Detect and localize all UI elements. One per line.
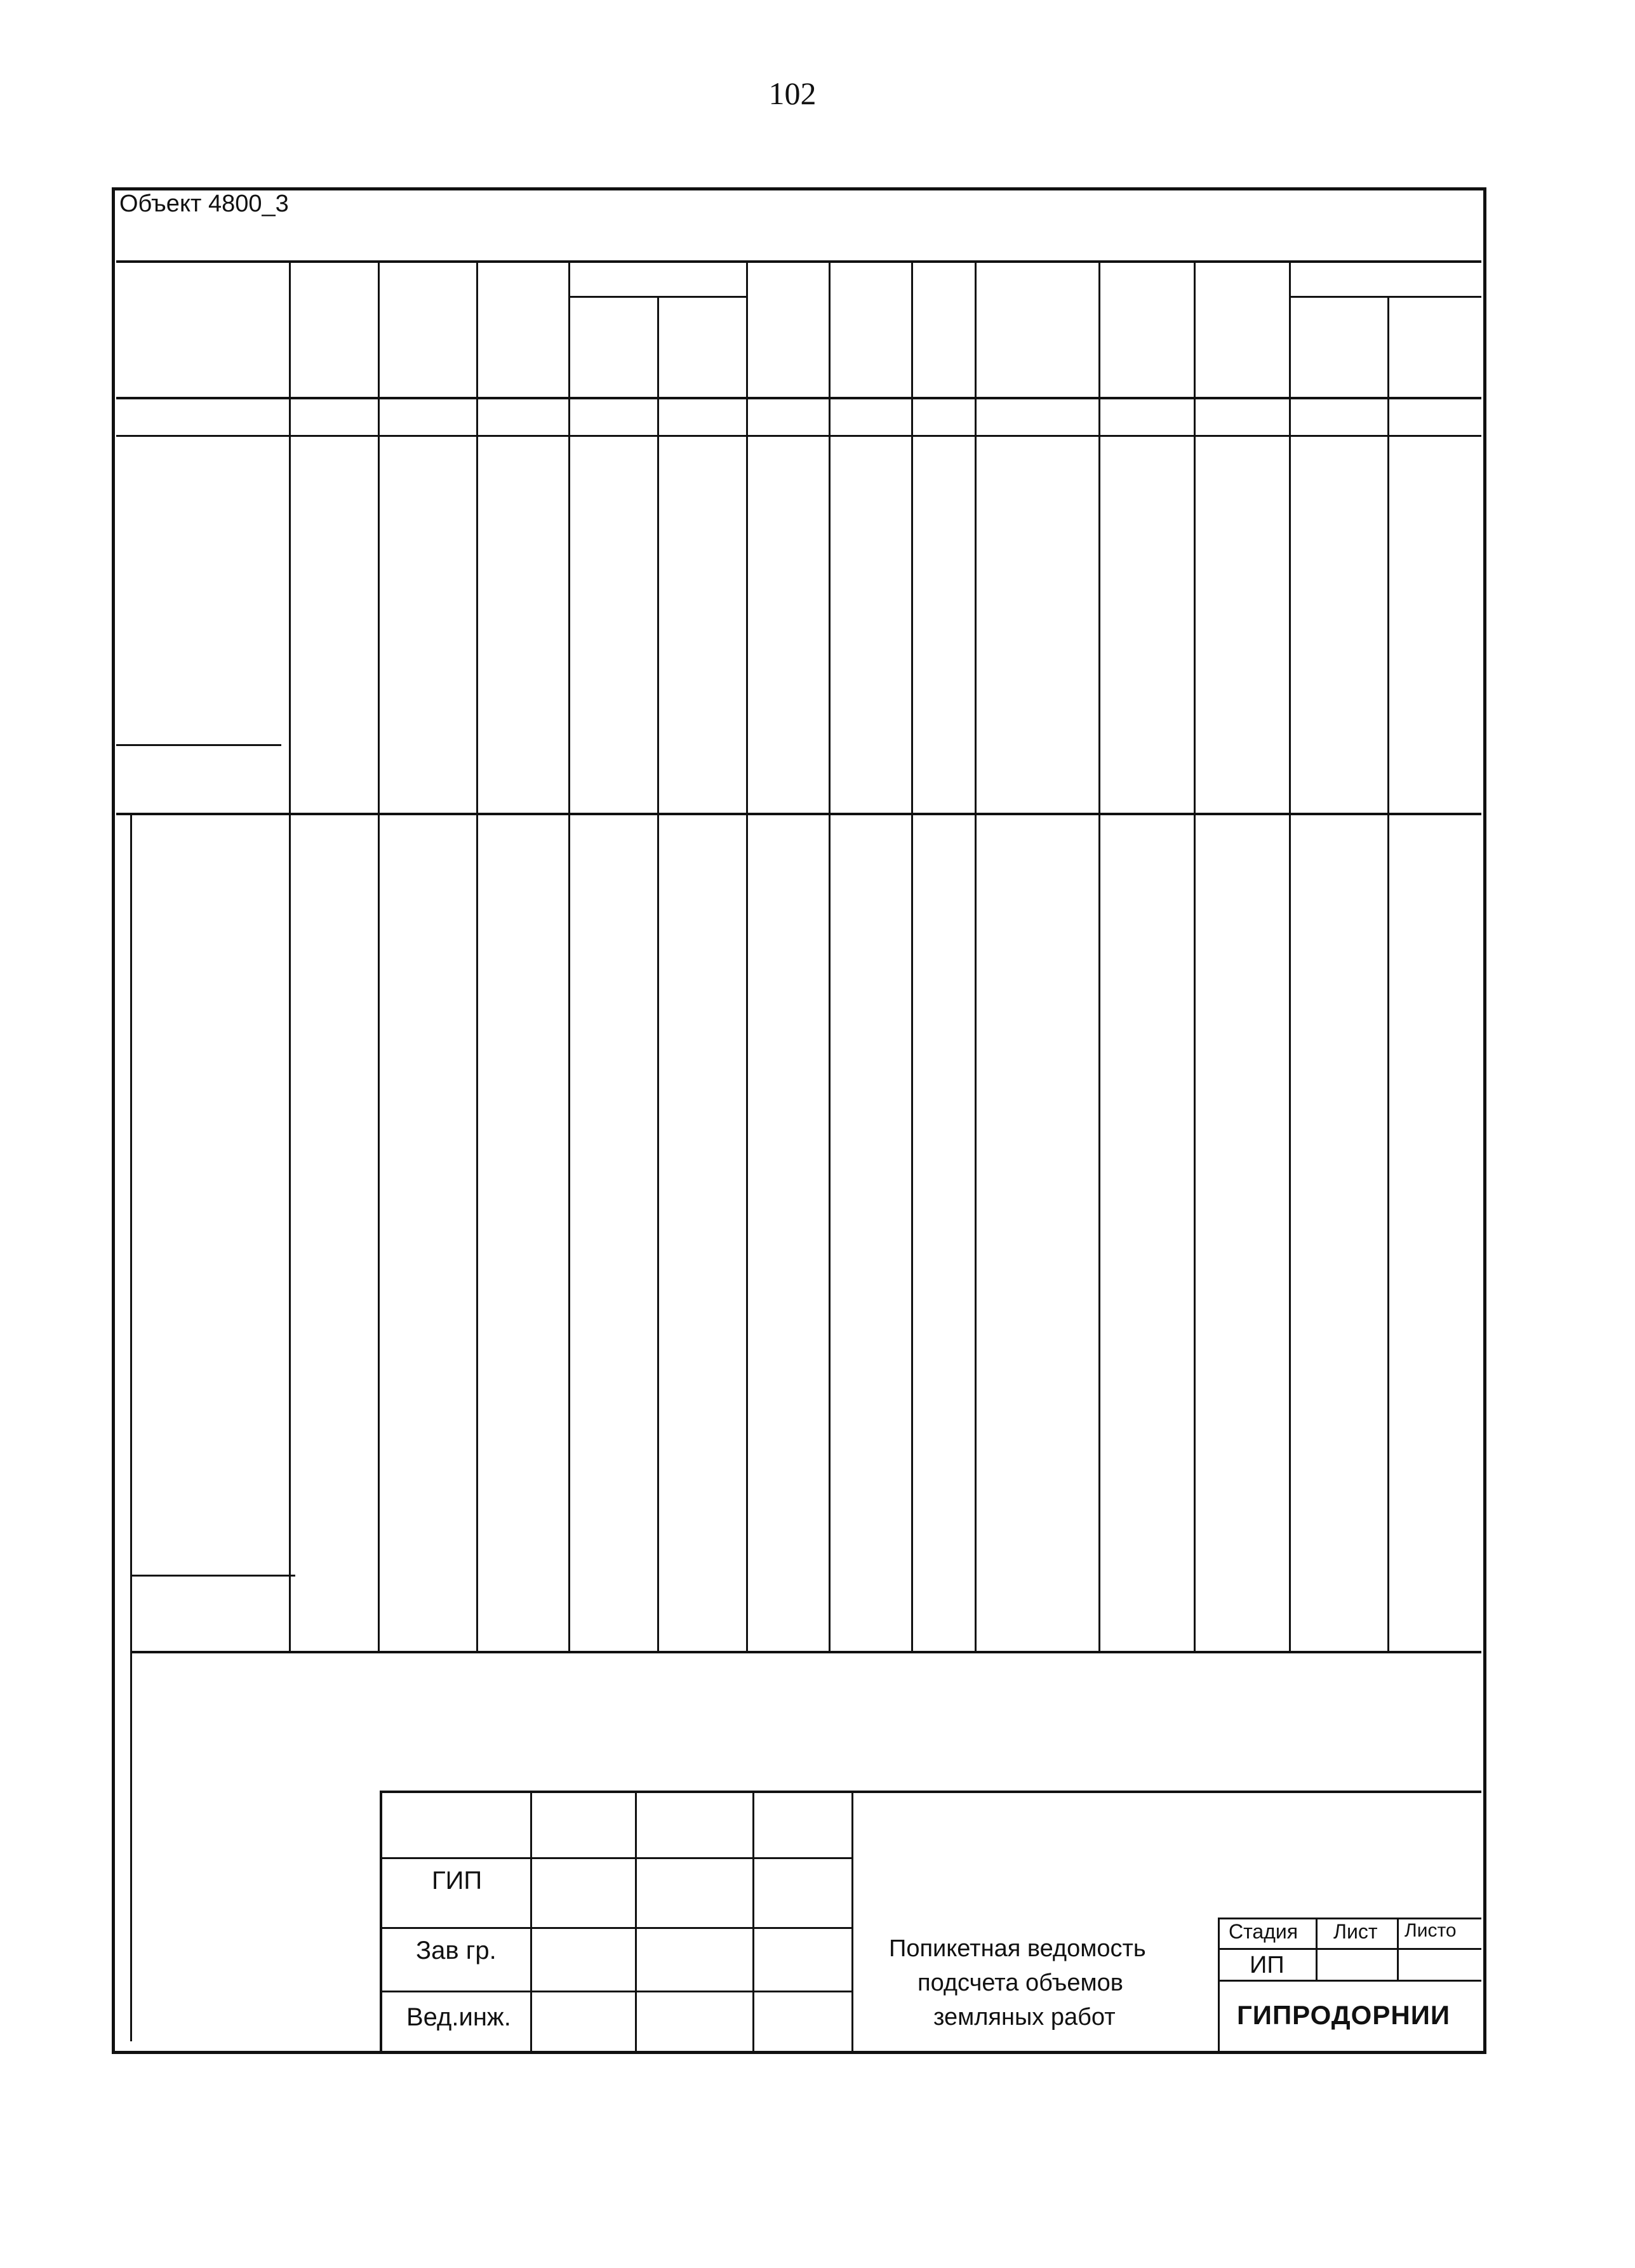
zav-gr-label: Зав гр. [416,1937,497,1964]
stamp-right-c2 [1397,1918,1399,1980]
column-rule-12 [1289,262,1291,1651]
object-title-divider [116,260,1481,263]
column-rule-10 [1098,262,1100,1651]
column-rule-11 [1194,262,1196,1651]
ved-inzh-label: Вед.инж. [406,2003,511,2031]
column-rule-2 [378,262,380,1651]
header-rule [116,397,1481,399]
stamp-row-rule-1 [380,1927,851,1929]
stamp-row-rule-0 [380,1857,851,1859]
otkosy-rule [1289,296,1481,298]
stadia-label: Стадия [1229,1920,1298,1943]
section2-left-rule [130,813,132,2041]
column-rule-7 [829,262,831,1651]
list-label: Лист [1333,1920,1378,1943]
stamp-right-mid2 [1218,1980,1481,1982]
document-title-line1: Попикетная ведомость [889,1935,1146,1962]
column-rule-4 [568,262,570,1651]
stamp-right-c1 [1316,1918,1318,1980]
organization-name: ГИПРОДОРНИИ [1237,2000,1451,2030]
stamp-left [380,1791,382,2051]
section2-total-rule [130,1575,295,1577]
object-title: Объект 4800_3 [119,190,289,217]
column-rule-13 [1387,296,1389,1651]
stamp-row-rule-2 [380,1991,851,1992]
stadia-value: ИП [1250,1952,1285,1978]
stamp-col-rule-2 [752,1791,754,2051]
stamp-col-rule-3 [851,1791,853,2051]
section-divider [116,813,1481,815]
column-numbers-rule [116,435,1481,437]
table-frame [112,187,1486,2054]
listov-label: Листо [1405,1920,1457,1941]
section1-total-rule [116,744,281,746]
stamp-right-mid1 [1218,1948,1481,1950]
stamp-right-top [1218,1918,1481,1919]
stamp-top [380,1791,1481,1793]
stamp-col-rule-1 [635,1791,637,2051]
column-rule-5 [657,296,659,1651]
column-rule-6 [746,262,748,1651]
page-number: 102 [768,76,817,111]
table-bottom-rule [130,1651,1481,1653]
column-rule-8 [911,262,913,1651]
stamp-title-right [1218,1918,1220,2051]
gip-label: ГИП [432,1867,483,1895]
stamp-col-rule-0 [530,1791,532,2051]
column-rule-3 [476,262,478,1651]
document-title-line3: земляных работ [933,2004,1116,2031]
column-rule-1 [289,262,291,1651]
document-title-line2: подсчета объемов [918,1970,1123,1996]
column-rule-9 [975,262,977,1651]
